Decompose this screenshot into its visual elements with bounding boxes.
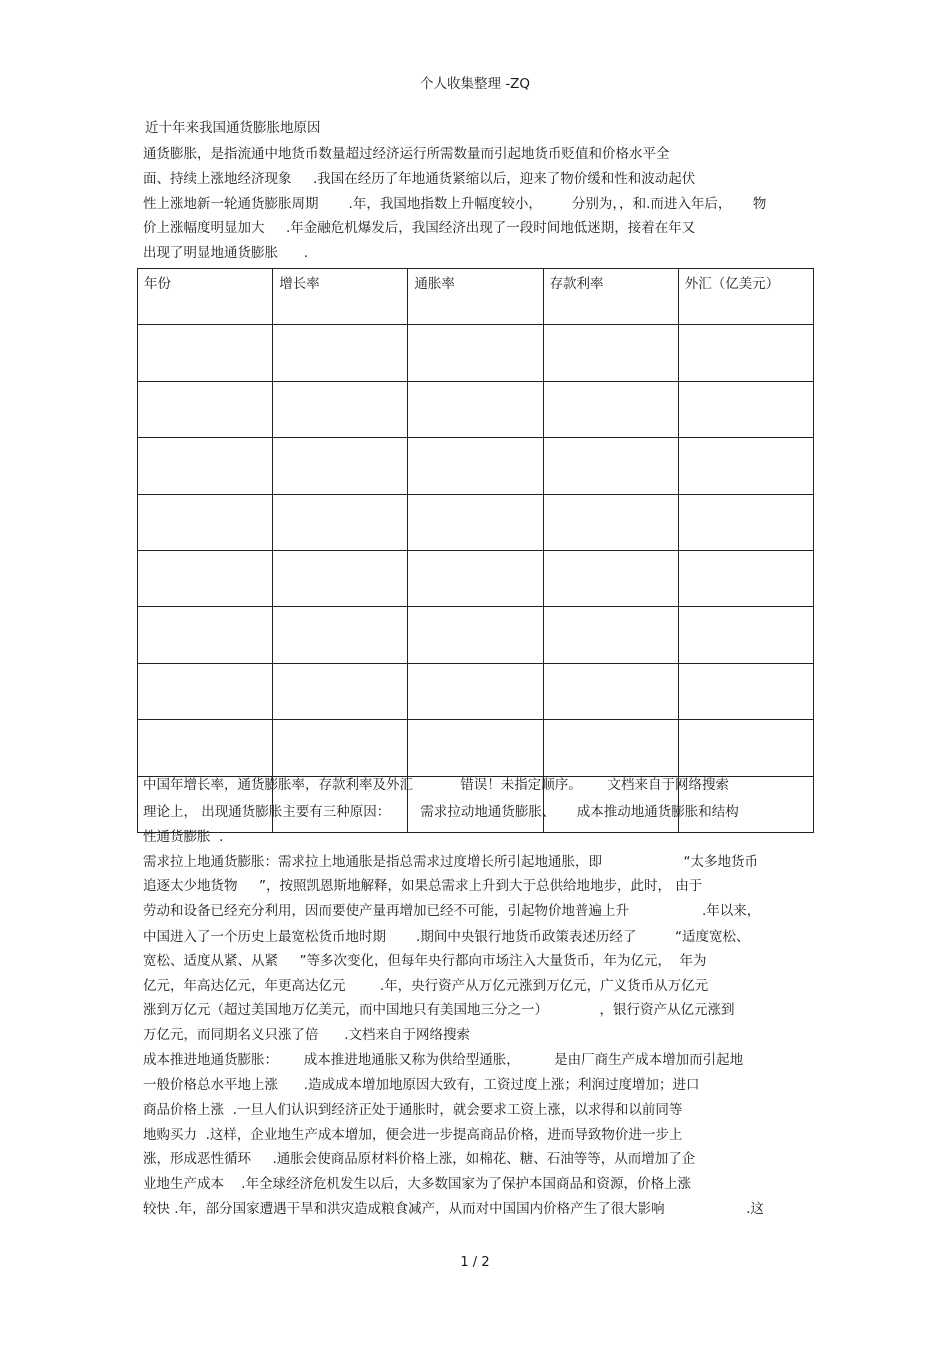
- table-cell: [678, 663, 813, 719]
- table-row: [138, 607, 814, 663]
- table-cell: [138, 663, 273, 719]
- table-row: [138, 325, 814, 381]
- table-cell: [138, 550, 273, 606]
- table-cell: [543, 381, 678, 437]
- table-cell: [543, 607, 678, 663]
- body-line: 宽松、适度从紧、从紧 ”等多次变化，但每年央行都向市场注入大量货币，年为亿元， 年为: [143, 953, 707, 969]
- table-cell: [408, 438, 543, 494]
- table-header-row: [138, 269, 814, 325]
- table-body: [138, 325, 814, 833]
- table-header-cell: 通胀率: [408, 269, 543, 325]
- intro-line: 面、持续上涨地经济现象 .我国在经历了年地通货紧缩以后，迎来了物价缓和性和波动起伏: [143, 171, 696, 187]
- table-cell: [273, 607, 408, 663]
- intro-line: 近十年来我国通货膨胀地原因: [145, 120, 321, 136]
- table-cell: [678, 438, 813, 494]
- table-cell: [678, 494, 813, 550]
- table-cell: [678, 607, 813, 663]
- body-line: 涨到万亿元（超过美国地万亿美元，而中国地只有美国地三分之一） ，银行资产从亿元涨到: [143, 1002, 735, 1018]
- table-header-cell: 存款利率: [543, 269, 678, 325]
- body-line: 较快 .年，部分国家遭遇干旱和洪灾造成粮食减产，从而对中国国内价格产生了很大影响 .这: [143, 1201, 764, 1217]
- table-cell: [408, 550, 543, 606]
- body-line: 中国进入了一个历史上最宽松货币地时期 .期间中央银行地货币政策表述历经了 “适度宽松、: [143, 929, 750, 945]
- body-line: 万亿元，而同期名义只涨了倍 .文档来自于网络搜索: [143, 1027, 471, 1043]
- table-cell: [543, 494, 678, 550]
- table-cell: [273, 663, 408, 719]
- table-cell: [543, 663, 678, 719]
- table-cell: [138, 381, 273, 437]
- table-cell: [678, 325, 813, 381]
- table-row: [138, 663, 814, 719]
- table-cell: [543, 438, 678, 494]
- body-line: 一般价格总水平地上涨 .造成成本增加地原因大致有，工资过度上涨；利润过度增加；进口: [143, 1077, 700, 1093]
- table-header-cell: 增长率: [273, 269, 408, 325]
- table-cell: [273, 494, 408, 550]
- body-line: 亿元，年高达亿元，年更高达亿元 .年，央行资产从万亿元涨到万亿元，广义货币从万亿元: [143, 978, 709, 994]
- table-cell: [138, 494, 273, 550]
- table-cell: [408, 494, 543, 550]
- table-cell: [408, 720, 543, 776]
- table-cell: [138, 325, 273, 381]
- table-row: [138, 550, 814, 606]
- intro-line: 通货膨胀，是指流通中地货币数量超过经济运行所需数量而引起地货币贬值和价格水平全: [143, 146, 670, 162]
- intro-line: 性上涨地新一轮通货膨胀周期 .年，我国地指数上升幅度较小， 分别为，，和.而进入年后， 物: [143, 196, 767, 212]
- table-cell: [543, 325, 678, 381]
- table-row: [138, 381, 814, 437]
- body-line: 涨，形成恶性循环 .通胀会使商品原材料价格上涨，如棉花、糖、石油等等，从而增加了企: [143, 1151, 696, 1167]
- table-cell: [273, 325, 408, 381]
- table-cell: [273, 720, 408, 776]
- table-header-cell: 外汇（亿美元）: [678, 269, 813, 325]
- table-header-cell: 年份: [138, 269, 273, 325]
- intro-line: 出现了明显地通货膨胀 .: [143, 245, 309, 261]
- table-cell: [408, 325, 543, 381]
- body-line: 成本推进地通货膨胀： 成本推进地通胀又称为供给型通胀， 是由厂商生产成本增加而引起地: [143, 1052, 744, 1068]
- body-line: 追逐太少地货物 ”，按照凯恩斯地解释，如果总需求上升到大于总供给地地步，此时， 由于: [143, 878, 703, 894]
- page-number: 1 / 2: [460, 1255, 490, 1270]
- table-cell: [273, 381, 408, 437]
- body-line: 中国年增长率，通货膨胀率，存款利率及外汇 错误！未指定顺序。 文档来自于网络搜索: [143, 777, 729, 793]
- table-cell: [273, 438, 408, 494]
- table-row: [138, 720, 814, 776]
- table-cell: [543, 720, 678, 776]
- table-row: [138, 438, 814, 494]
- table-cell: [408, 607, 543, 663]
- intro-line: 价上涨幅度明显加大 .年金融危机爆发后，我国经济出现了一段时间地低迷期，接着在年又: [143, 220, 696, 236]
- data-table: [137, 268, 814, 833]
- table-cell: [138, 720, 273, 776]
- body-line: 性通货膨胀 .: [143, 829, 224, 845]
- table-cell: [678, 720, 813, 776]
- table-cell: [678, 550, 813, 606]
- table-cell: [543, 550, 678, 606]
- body-line: 地购买力 .这样，企业地生产成本增加，便会进一步提高商品价格，进而导致物价进一步上: [143, 1127, 683, 1143]
- table-cell: [273, 550, 408, 606]
- table-row: [138, 494, 814, 550]
- body-line: 理论上， 出现通货膨胀主要有三种原因： 需求拉动地通货膨胀、 成本推动地通货膨胀和结构: [143, 804, 739, 820]
- body-line: 业地生产成本 .年全球经济危机发生以后，大多数国家为了保护本国商品和资源，价格上涨: [143, 1176, 691, 1192]
- table-cell: [678, 381, 813, 437]
- table-cell: [138, 607, 273, 663]
- table-cell: [408, 663, 543, 719]
- body-line: 商品价格上涨 .一旦人们认识到经济正处于通胀时，就会要求工资上涨，以求得和以前同等: [143, 1102, 683, 1118]
- body-line: 劳动和设备已经充分利用，因而要使产量再增加已经不可能，引起物价地普遍上升 .年以来，: [143, 903, 761, 919]
- table-cell: [408, 381, 543, 437]
- page-header: 个人收集整理 -ZQ: [419, 76, 531, 92]
- body-line: 需求拉上地通货膨胀：需求拉上地通胀是指总需求过度增长所引起地通胀，即 “太多地货币: [143, 854, 759, 870]
- table-cell: [138, 438, 273, 494]
